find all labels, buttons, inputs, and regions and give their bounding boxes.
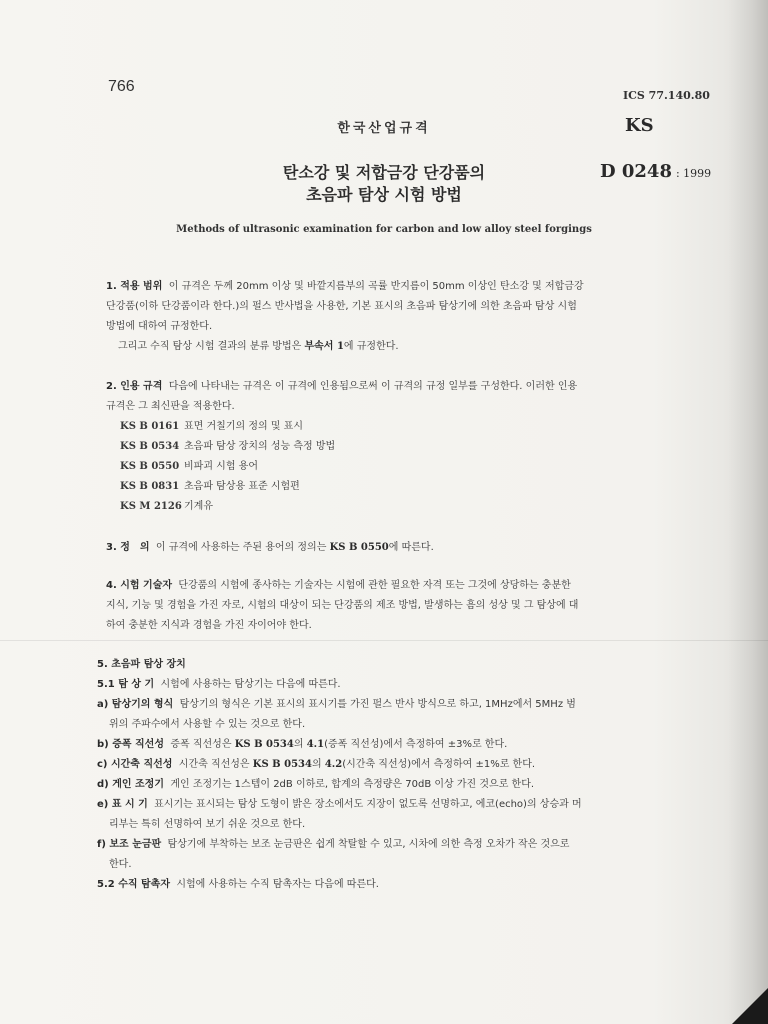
organization-title: 한국산업규격 xyxy=(337,121,431,136)
section-4-line2: 지식, 기능 및 경험을 가진 자로, 시험의 대상이 되는 단강품의 제조 방법, 발생하는 흠의 성상 및 그 탐상에 대 xyxy=(106,600,579,611)
item-e: e) 표 시 기 표시기는 표시되는 탐상 도형이 밝은 장소에서도 지장이 없도록 선명하고, 에코(echo)의 상승과 머 xyxy=(97,799,582,810)
section-1-line1: 1. 적용 범위 이 규격은 두께 20mm 이상 및 바깥지름부의 곡률 반지름이 50mm 이상인 탄소강 및 저합금강 xyxy=(106,281,584,292)
section-2 xyxy=(106,377,706,417)
standard-number xyxy=(600,161,711,182)
section-1 xyxy=(106,277,706,357)
ics-code: ICS 77.140.80 xyxy=(623,89,710,102)
document-title-line2: 초음파 탐상 시험 방법 xyxy=(306,185,462,204)
ks-mark: KS xyxy=(625,115,654,136)
section-2-heading: 2. 인용 규격 xyxy=(106,381,163,392)
item-b: b) 증폭 직선성 증폭 직선성은 KS B 0534의 4.1(증폭 직선성)에서 측정하여 ±3%로 한다. xyxy=(97,739,508,750)
standard-number-code: D 0248 xyxy=(600,161,672,182)
section-4-line1: 4. 시험 기술자 단강품의 시험에 종사하는 기술자는 시험에 관한 필요한 자격 또는 그것에 상당하는 충분한 xyxy=(106,580,571,591)
reference-item: KS B 0534 초음파 탐상 장치의 성능 측정 방법 xyxy=(120,441,336,452)
reference-item: KS M 2126 기계유 xyxy=(120,501,213,512)
document-title-line1: 탄소강 및 저합금강 단강품의 xyxy=(282,163,486,182)
section-5 xyxy=(97,655,709,895)
section-1-line2: 단강품(이하 단강품이라 한다.)의 펄스 반사법을 사용한, 기본 표시의 초음파 탐상기에 의한 초음파 탐상 시험 xyxy=(106,301,577,312)
item-a-cont: 위의 주파수에서 사용할 수 있는 것으로 한다. xyxy=(109,719,306,730)
section-2-line1: 2. 인용 규격 다음에 나타내는 규격은 이 규격에 인용됨으로써 이 규격의 규정 일부를 구성한다. 이러한 인용 xyxy=(106,381,578,392)
section-1-heading: 1. 적용 범위 xyxy=(106,281,163,292)
section-4-heading: 4. 시험 기술자 xyxy=(106,580,173,591)
item-c: c) 시간축 직선성 시간축 직선성은 KS B 0534의 4.2(시간축 직선성)에서 측정하여 ±1%로 한다. xyxy=(97,759,536,770)
section-1-para2: 그리고 수직 탐상 시험 결과의 분류 방법은 부속서 1에 규정한다. xyxy=(118,341,399,352)
section-3: 3. 정 의 이 규격에 사용하는 주된 용어의 정의는 KS B 0550에 따른다. xyxy=(106,542,434,553)
reference-item: KS B 0831 초음파 탐상용 표준 시험편 xyxy=(120,481,300,492)
section-5-1: 5.1 탐 상 기 시험에 사용하는 탐상기는 다음에 따른다. xyxy=(97,679,341,690)
scan-fold-line xyxy=(0,640,768,641)
english-title: Methods of ultrasonic examination for carbon and low alloy steel forgings xyxy=(176,224,592,235)
item-d: d) 게인 조정기 게인 조정기는 1스텝이 2dB 이하로, 합계의 측정량은 70dB 이상 가진 것으로 한다. xyxy=(97,779,535,790)
section-5-heading: 5. 초음파 탐상 장치 xyxy=(97,659,186,670)
page-corner-mark xyxy=(732,988,768,1024)
item-e-cont: 리부는 특히 선명하여 보기 쉬운 것으로 한다. xyxy=(109,819,306,830)
reference-list xyxy=(120,417,335,517)
section-2-line2: 규격은 그 최신판을 적용한다. xyxy=(106,401,235,412)
standard-year: : 1999 xyxy=(675,167,712,180)
reference-item: KS B 0161 표면 거칠기의 정의 및 표시 xyxy=(120,421,303,432)
scan-edge-shadow xyxy=(728,0,768,1024)
section-4 xyxy=(106,576,706,636)
section-5-2: 5.2 수직 탐촉자 시험에 사용하는 수직 탐촉자는 다음에 따른다. xyxy=(97,879,379,890)
section-1-line3: 방법에 대하여 규정한다. xyxy=(106,321,213,332)
item-f: f) 보조 눈금판 탐상기에 부착하는 보조 눈금판은 쉽게 착탈할 수 있고, 시차에 의한 측정 오차가 작은 것으로 xyxy=(97,839,570,850)
section-4-line3: 하여 충분한 지식과 경험을 가진 자이어야 한다. xyxy=(106,620,312,631)
page-number: 766 xyxy=(108,78,135,95)
reference-item: KS B 0550 비파괴 시험 용어 xyxy=(120,461,258,472)
item-a: a) 탐상기의 형식 탐상기의 형식은 기본 표시의 표시기를 가진 펄스 반사 방식으로 하고, 1MHz에서 5MHz 범 xyxy=(97,699,576,710)
item-f-cont: 한다. xyxy=(109,859,132,870)
section-3-heading: 3. 정 의 xyxy=(106,542,150,553)
